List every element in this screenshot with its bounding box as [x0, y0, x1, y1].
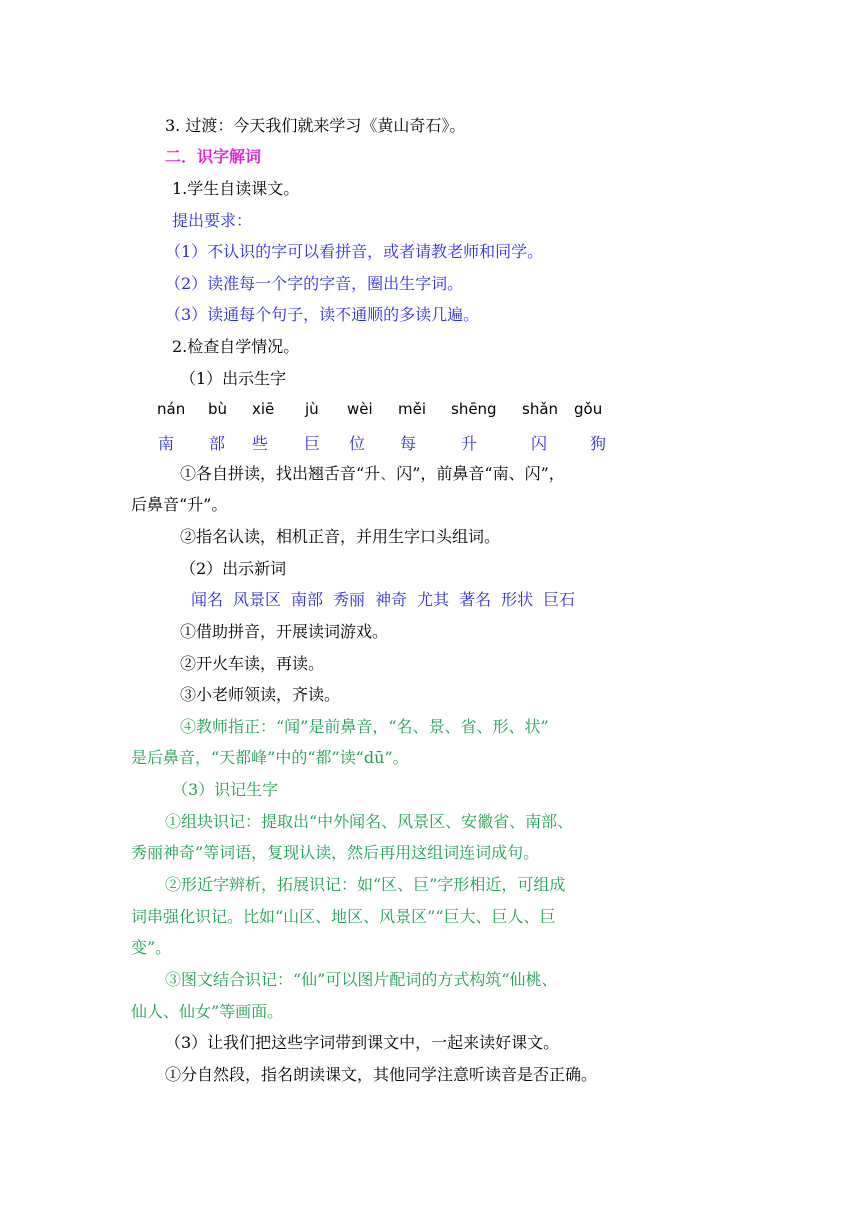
- character-item: 些: [252, 434, 269, 453]
- part-1-title: （1）出示生字: [180, 369, 287, 388]
- pinyin-item: bù: [208, 400, 228, 418]
- transition-line: 3. 过渡：今天我们就来学习《黄山奇石》。: [165, 116, 466, 135]
- new-word: 著名: [459, 590, 492, 609]
- character-item: 部: [209, 434, 226, 453]
- new-word: 巨石: [543, 590, 576, 609]
- memory-step-1: ①组块识记：提取出“中外闻名、风景区、安徽省、南部、: [165, 812, 574, 831]
- character-item: 闪: [531, 434, 548, 453]
- pinyin-row: [0, 400, 860, 422]
- memory-step-2-end: 变”。: [131, 938, 172, 957]
- section-heading: 二．识字解词: [165, 147, 262, 166]
- new-words-row: [191, 589, 585, 611]
- part-2-title: （2）出示新词: [180, 559, 287, 578]
- pinyin-item: shēng: [451, 400, 497, 418]
- character-item: 每: [400, 434, 417, 453]
- word-step-2: ②开火车读，再读。: [180, 654, 325, 673]
- new-word: 秀丽: [333, 590, 366, 609]
- memory-step-3: ③图文结合识记：“仙”可以图片配词的方式构筑“仙桃、: [165, 970, 558, 989]
- pinyin-item: wèi: [347, 400, 373, 418]
- character-item: 升: [461, 434, 478, 453]
- pinyin-item: xiē: [252, 400, 275, 418]
- pinyin-item: gǒu: [574, 400, 603, 418]
- step-1: 1.学生自读课文。: [172, 179, 300, 198]
- word-step-4: ④教师指正：“闻”是前鼻音，“名、景、省、形、状”: [180, 717, 549, 736]
- character-item: 南: [158, 434, 175, 453]
- memory-step-2-cont: 词串强化识记。比如“山区、地区、风景区”“巨大、巨人、巨: [131, 907, 556, 926]
- memory-step-1-cont: 秀丽神奇”等词语，复现认读，然后再用这组词连词成句。: [131, 843, 540, 862]
- character-item: 狗: [590, 434, 607, 453]
- character-step-1-cont: 后鼻音“升”。: [131, 495, 228, 514]
- new-word: 闻名: [191, 590, 224, 609]
- requirement-2: （2）读准每一个字的字音，圈出生字词。: [165, 274, 464, 293]
- pinyin-item: jù: [305, 400, 319, 418]
- pinyin-item: měi: [398, 400, 427, 418]
- reading-step-1: ①分自然段，指名朗读课文，其他同学注意听读音是否正确。: [165, 1065, 598, 1084]
- word-step-4-cont: 是后鼻音，“天都峰”中的“都”读“dū”。: [131, 748, 409, 767]
- requirements-label: 提出要求：: [172, 211, 253, 230]
- character-item: 巨: [304, 434, 321, 453]
- character-row: [0, 431, 860, 453]
- new-word: 风景区: [233, 590, 282, 609]
- new-word: 神奇: [375, 590, 408, 609]
- part-3-title: （3）识记生字: [172, 780, 279, 799]
- word-step-3: ③小老师领读，齐读。: [180, 685, 341, 704]
- pinyin-item: shǎn: [522, 400, 559, 418]
- new-word: 南部: [291, 590, 324, 609]
- word-step-1: ①借助拼音，开展读词游戏。: [180, 622, 389, 641]
- character-step-1: ①各自拼读，找出翘舌音“升、闪”，前鼻音“南、闪”，: [180, 464, 565, 483]
- new-word: 形状: [501, 590, 534, 609]
- memory-step-2: ②形近字辨析，拓展识记：如“区、巨”字形相近，可组成: [165, 875, 566, 894]
- part-4-title: （3）让我们把这些字词带到课文中，一起来读好课文。: [165, 1033, 560, 1052]
- pinyin-item: nán: [157, 400, 186, 418]
- new-word: 尤其: [417, 590, 450, 609]
- memory-step-3-cont: 仙人、仙女”等画面。: [131, 1002, 284, 1021]
- character-step-2: ②指名认读，相机正音，并用生字口头组词。: [180, 527, 501, 546]
- character-item: 位: [349, 434, 366, 453]
- requirement-1: （1）不认识的字可以看拼音，或者请教老师和同学。: [165, 242, 544, 261]
- requirement-3: （3）读通每个句子，读不通顺的多读几遍。: [165, 305, 480, 324]
- step-2: 2.检查自学情况。: [172, 337, 300, 356]
